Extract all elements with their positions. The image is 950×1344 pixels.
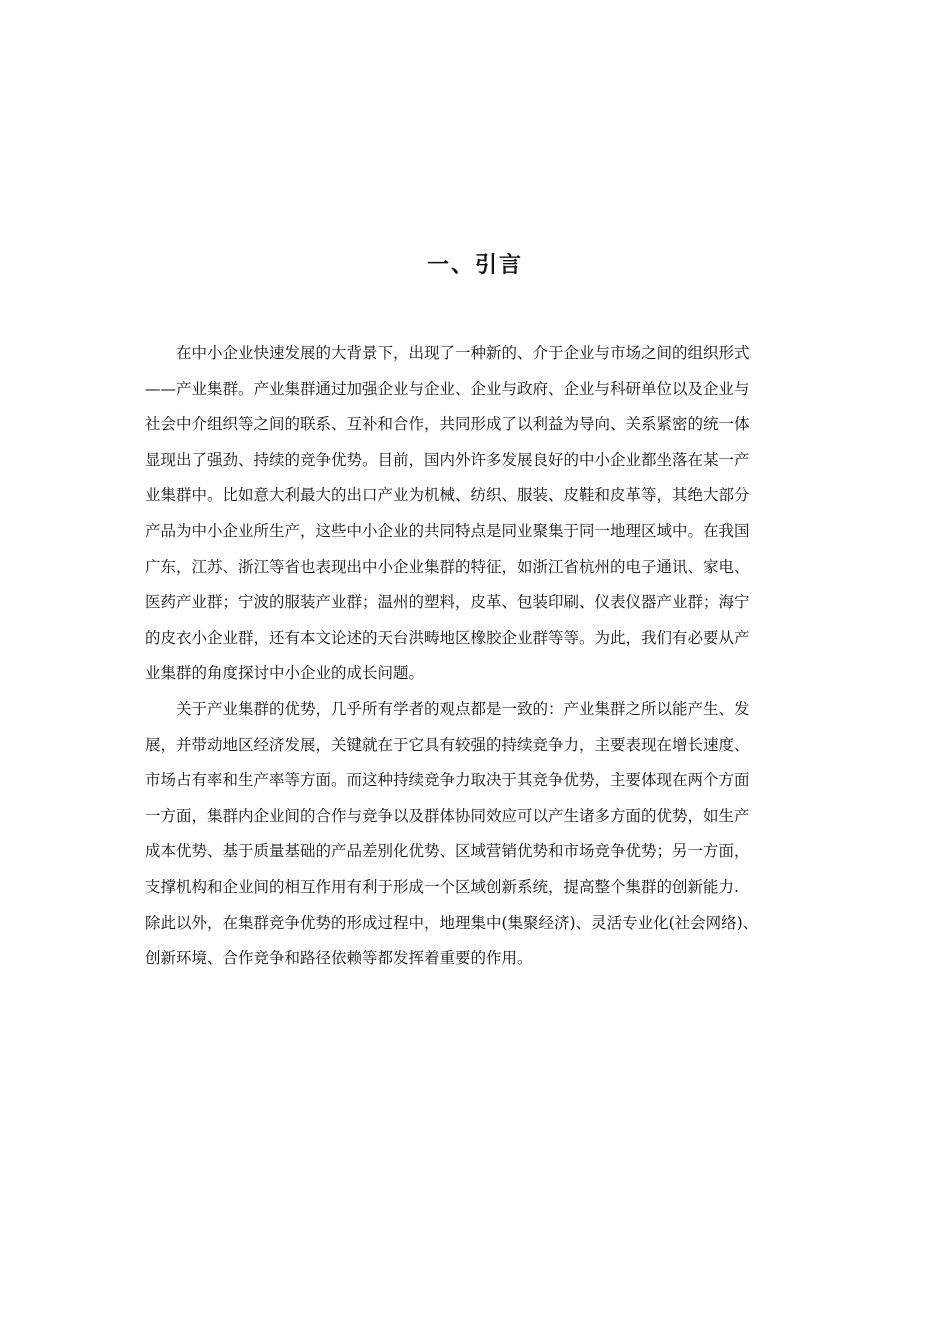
body-text xyxy=(145,338,820,979)
text-line: 在中小企业快速发展的大背景下，出现了一种新的、介于企业与市场之间的组织形式 xyxy=(176,344,750,362)
paragraph-1 xyxy=(145,338,820,694)
text-line: 一方面，集群内企业间的合作与竞争以及群体协同效应可以产生诸多方面的优势，如生产 xyxy=(145,806,750,825)
text-line: 业集群的角度探讨中小企业的成长问题。 xyxy=(145,664,425,683)
paragraph-2 xyxy=(145,694,820,979)
section-title: 一、引言 xyxy=(426,253,523,278)
text-line: 展，并带动地区经济发展，关键就在于它具有较强的持续竞争力，主要表现在增长速度、 xyxy=(145,735,750,754)
text-line: ——产业集群。产业集群通过加强企业与企业、企业与政府、企业与科研单位以及企业与 xyxy=(145,379,750,398)
text-line: 市场占有率和生产率等方面。而这种持续竞争力取决于其竞争优势，主要体现在两个方面 xyxy=(145,771,750,790)
text-line: 广东，江苏、浙江等省也表现出中小企业集群的特征，如浙江省杭州的电子通讯、家电、 xyxy=(145,557,750,576)
text-line: 业集群中。比如意大利最大的出口产业为机械、纺织、服装、皮鞋和皮革等，其绝大部分 xyxy=(145,486,750,505)
text-line: 关于产业集群的优势，几乎所有学者的观点都是一致的：产业集群之所以能产生、发 xyxy=(176,699,750,718)
text-line: 医药产业群；宁波的服装产业群；温州的塑料，皮革、包装印刷、仪表仪器产业群；海宁 xyxy=(145,593,750,612)
text-line: 产品为中小企业所生产，这些中小企业的共同特点是同业聚集于同一地理区域中。在我国 xyxy=(145,521,750,540)
text-line: 除此以外，在集群竞争优势的形成过程中，地理集中(集聚经济)、灵活专业化(社会网络)、 xyxy=(145,913,759,932)
text-line: 支撑机构和企业间的相互作用有利于形成一个区域创新系统，提高整个集群的创新能力. xyxy=(145,877,739,896)
text-line: 的皮衣小企业群，还有本文论述的天台洪畴地区橡胶企业群等等。为此，我们有必要从产 xyxy=(145,628,750,647)
text-line: 成本优势、基于质量基础的产品差别化优势、区域营销优势和市场竞争优势；另一方面， xyxy=(145,842,750,861)
text-line: 显现出了强劲、持续的竞争优势。目前，国内外许多发展良好的中小企业都坐落在某一产 xyxy=(145,450,750,469)
text-line: 社会中介组织等之间的联系、互补和合作，共同形成了以利益为导向、关系紧密的统一体 xyxy=(145,415,750,434)
text-line: 创新环境、合作竞争和路径依赖等都发挥着重要的作用。 xyxy=(145,949,533,968)
